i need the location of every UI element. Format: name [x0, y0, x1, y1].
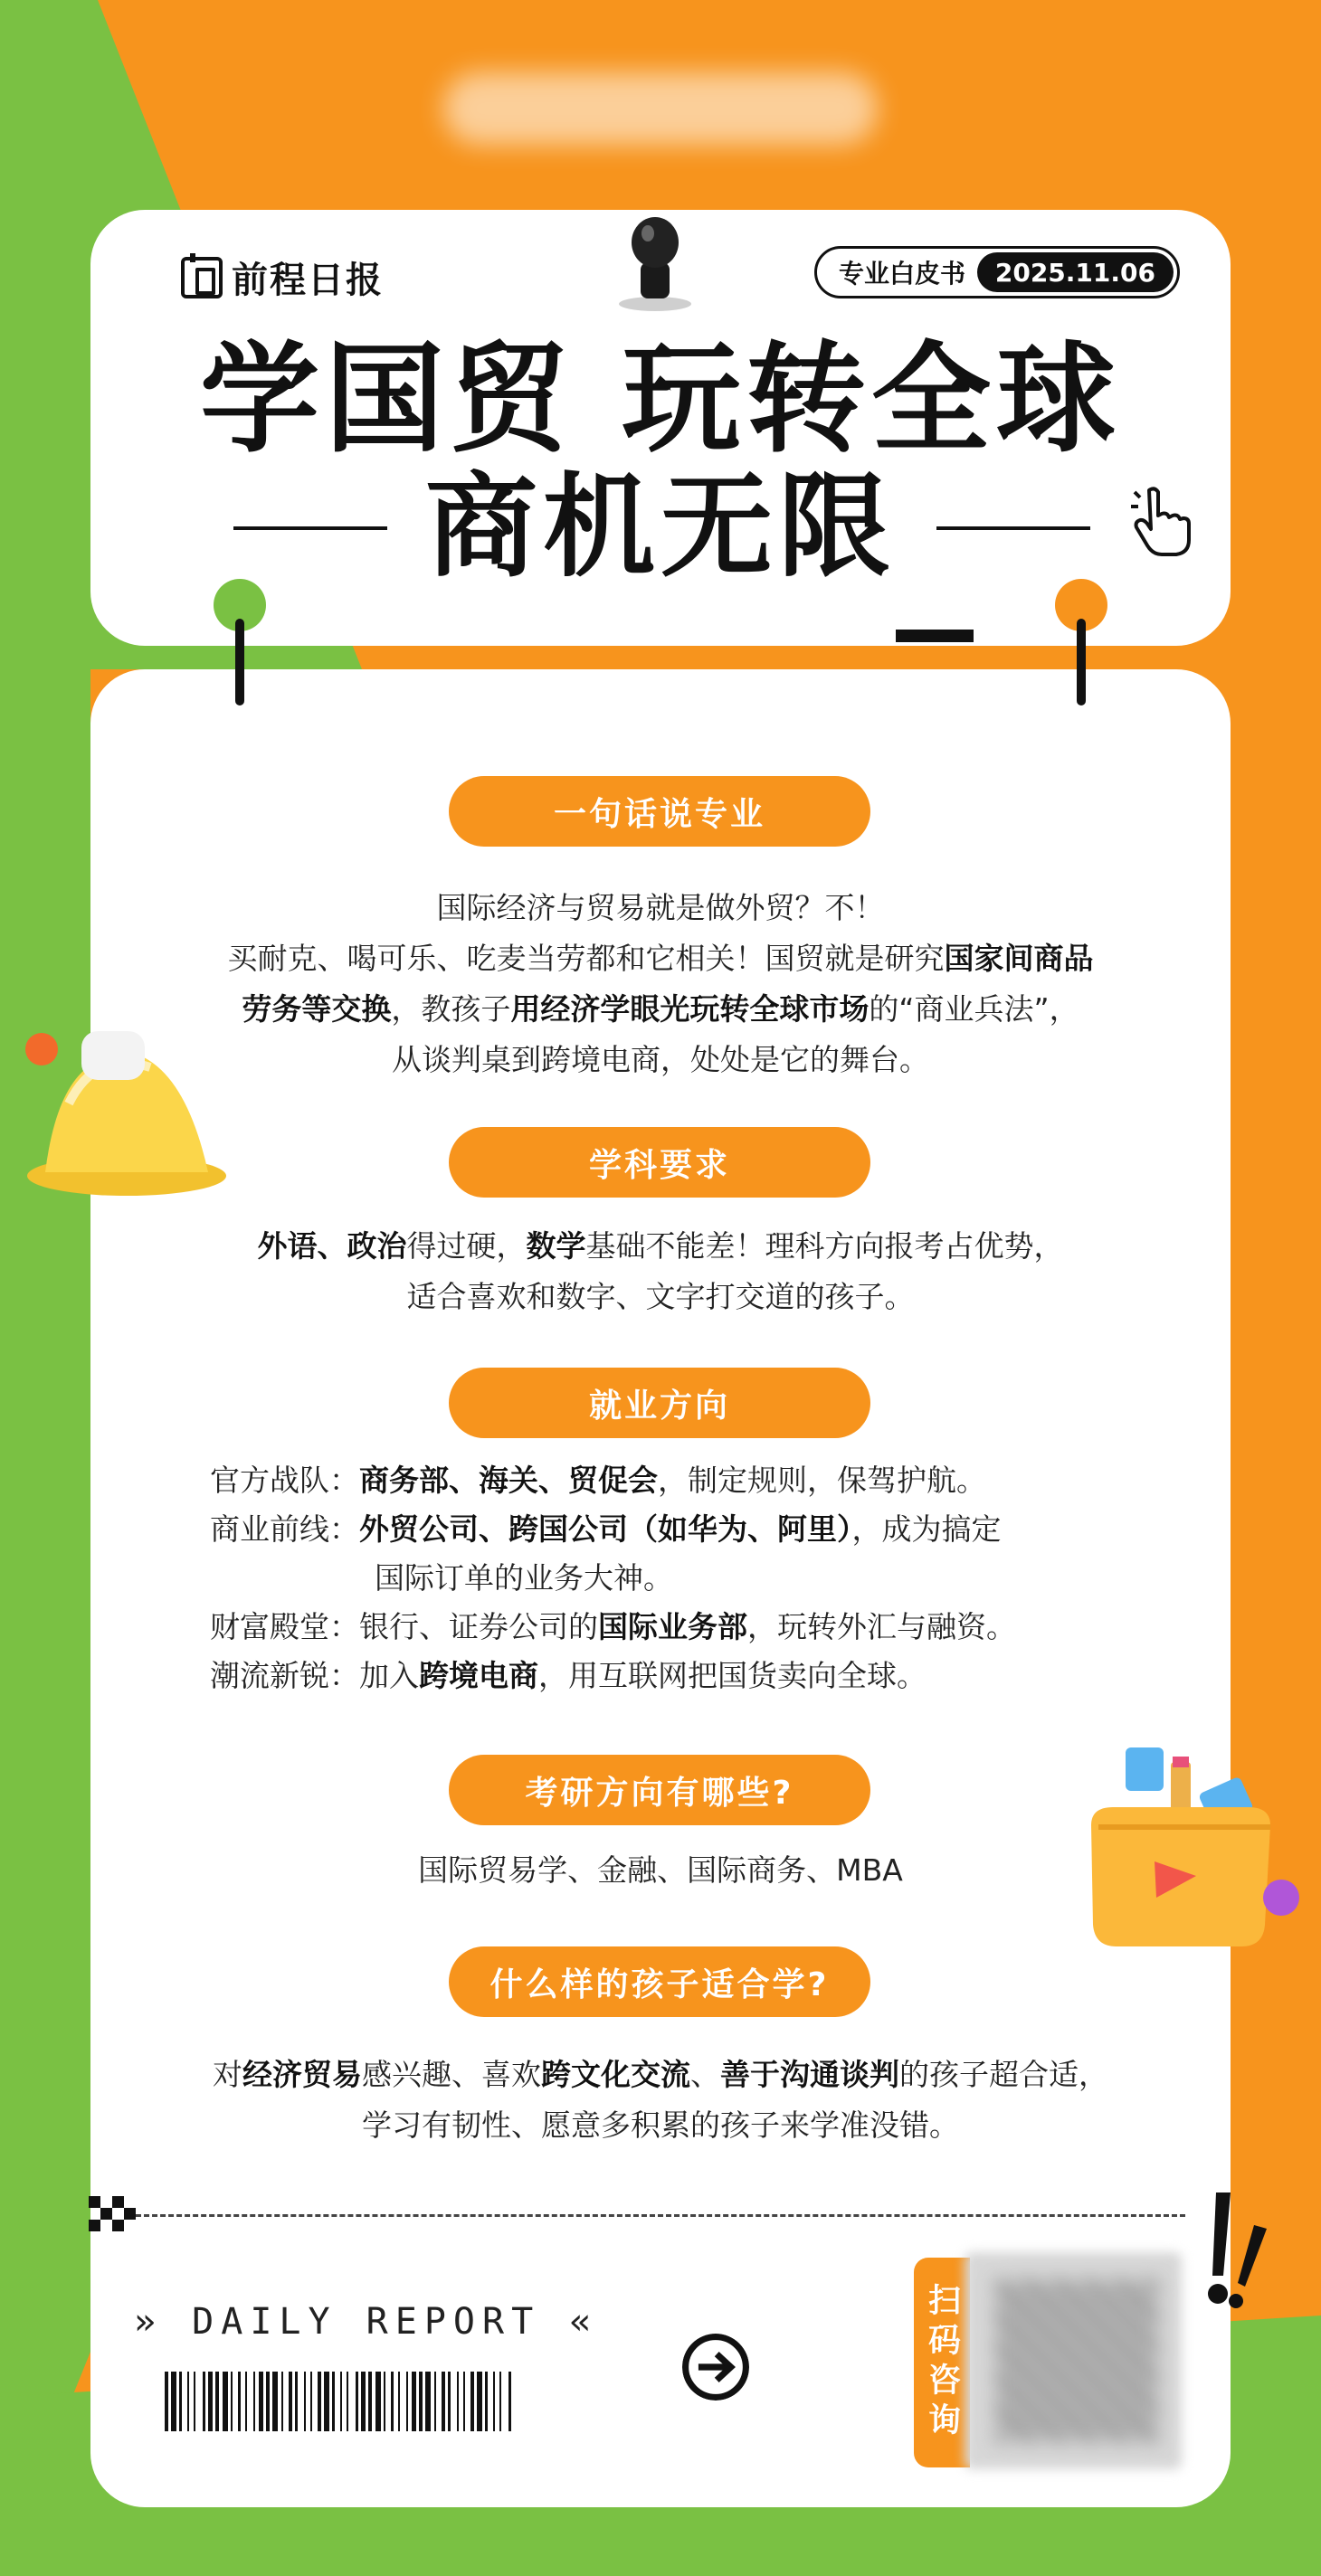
employment-item: 商业前线：外贸公司、跨国公司（如华为、阿里），成为搞定 [210, 1511, 1002, 1547]
barcode-bar [187, 2372, 189, 2431]
hand-cursor-icon [1129, 485, 1193, 557]
pencil-pouch-3d-icon [1077, 1744, 1312, 1979]
ring-bar-right [1077, 619, 1086, 706]
headline-line-1: 学国贸 玩转全球 [200, 330, 1121, 469]
barcode-bar [457, 2372, 459, 2431]
checker-flag-icon [89, 2196, 138, 2232]
headline-line-2: 商机无限 [424, 462, 896, 592]
barcode-bar [295, 2372, 298, 2431]
barcode-bar [477, 2372, 482, 2431]
ring-bar-left [235, 619, 244, 706]
barcode-bar [253, 2372, 255, 2431]
newspaper-icon [181, 257, 223, 298]
pushpin-icon [610, 215, 700, 315]
barcode-bar [375, 2372, 381, 2431]
intro-line-1: 国际经济与贸易就是做外贸？不！ [436, 890, 885, 925]
barcode-bar [281, 2372, 283, 2431]
barcode-icon [165, 2372, 514, 2431]
barcode-bar [361, 2372, 366, 2431]
blurred-logo [443, 72, 878, 145]
barcode-bar [238, 2372, 241, 2431]
barcode-bar [391, 2372, 394, 2431]
barcode-bar [340, 2372, 342, 2431]
employment-item: 官方战队：商务部、海关、贸促会，制定规则，保驾护航。 [210, 1463, 986, 1498]
barcode-bar [425, 2372, 431, 2431]
intro-line-3: 劳务等交换，教孩子用经济学眼光玩转全球市场的“商业兵法”， [242, 991, 1079, 1027]
barcode-bar [171, 2372, 176, 2431]
barcode-bar [368, 2372, 372, 2431]
bell-3d-icon [18, 995, 235, 1203]
exclamation-icon [1200, 2189, 1272, 2325]
requirements-line-1: 外语、政治得过硬，数学基础不能差！理科方向报考占优势， [257, 1228, 1064, 1264]
barcode-bar [463, 2372, 465, 2431]
section-title-employment: 就业方向 [449, 1368, 870, 1438]
barcode-bar [485, 2372, 488, 2431]
brand-name: 前程日报 [232, 260, 384, 301]
requirements-line-2: 适合喜欢和数字、文字打交道的孩子。 [406, 1279, 915, 1314]
barcode-bar [347, 2372, 348, 2431]
headline-rule-right [936, 526, 1090, 530]
barcode-bar [203, 2372, 205, 2431]
scan-consult-tab: 扫码咨询 [914, 2258, 970, 2467]
suitable-line-2: 学习有韧性、愿意多积累的孩子来学准没错。 [362, 2107, 959, 2143]
barcode-bar [332, 2372, 335, 2431]
suitable-paragraph [0, 2050, 1321, 2151]
arrow-right-circle-icon[interactable] [682, 2334, 749, 2401]
barcode-bar [442, 2372, 445, 2431]
barcode-bar [179, 2372, 182, 2431]
barcode-bar [215, 2372, 219, 2431]
section-title-intro: 一句话说专业 [449, 776, 870, 847]
suitable-line-1: 对经济贸易感兴趣、喜欢跨文化交流、善于沟通谈判的孩子超合适， [213, 2057, 1108, 2092]
barcode-bar [470, 2372, 474, 2431]
intro-line-2: 买耐克、喝可乐、吃麦当劳都和它相关！国贸就是研究国家间商品 [227, 941, 1094, 976]
barcode-bar [318, 2372, 321, 2431]
employment-item: 财富殿堂：银行、证券公司的国际业务部，玩转外汇与融资。 [210, 1609, 1016, 1644]
barcode-bar [499, 2372, 501, 2431]
barcode-bar [304, 2372, 306, 2431]
barcode-bar [419, 2372, 423, 2431]
barcode-bar [245, 2372, 247, 2431]
barcode-bar [310, 2372, 312, 2431]
date-badge: 2025.11.06 [977, 252, 1174, 292]
barcode-bar [356, 2372, 358, 2431]
requirements-paragraph [0, 1221, 1321, 1322]
barcode-bar [194, 2372, 195, 2431]
barcode-bar [272, 2372, 278, 2431]
employment-item-continued: 国际订单的业务大神。 [375, 1560, 673, 1596]
qr-code-pattern [995, 2279, 1158, 2442]
barcode-bar [412, 2372, 416, 2431]
barcode-bar [324, 2372, 329, 2431]
dashed-divider [136, 2214, 1185, 2217]
barcode-bar [406, 2372, 408, 2431]
daily-report-label: » DAILY REPORT « [134, 2301, 599, 2343]
tag-label: 专业白皮书 [839, 259, 966, 289]
employment-list [210, 1456, 1016, 1700]
barcode-bar [398, 2372, 400, 2431]
barcode-bar [231, 2372, 233, 2431]
tag-pill [814, 246, 1180, 298]
barcode-bar [289, 2372, 292, 2431]
intro-line-4: 从谈判桌到跨境电商，处处是它的舞台。 [392, 1042, 929, 1077]
brand [181, 251, 384, 303]
barcode-bar [208, 2372, 213, 2431]
graduate-line-1: 国际贸易学、金融、国际商务、MBA [418, 1852, 903, 1888]
barcode-bar [493, 2372, 495, 2431]
barcode-bar [259, 2372, 263, 2431]
barcode-bar [508, 2372, 511, 2431]
employment-item: 潮流新锐：加入跨境电商，用互联网把国货卖向全球。 [210, 1658, 927, 1693]
barcode-bar [266, 2372, 270, 2431]
barcode-bar [165, 2372, 168, 2431]
section-title-suitable: 什么样的孩子适合学? [449, 1946, 870, 2017]
decor-dash [896, 630, 974, 642]
section-title-requirements: 学科要求 [449, 1127, 870, 1198]
barcode-bar [384, 2372, 385, 2431]
section-title-graduate: 考研方向有哪些? [449, 1755, 870, 1825]
barcode-bar [434, 2372, 436, 2431]
barcode-bar [223, 2372, 228, 2431]
barcode-bar [448, 2372, 451, 2431]
